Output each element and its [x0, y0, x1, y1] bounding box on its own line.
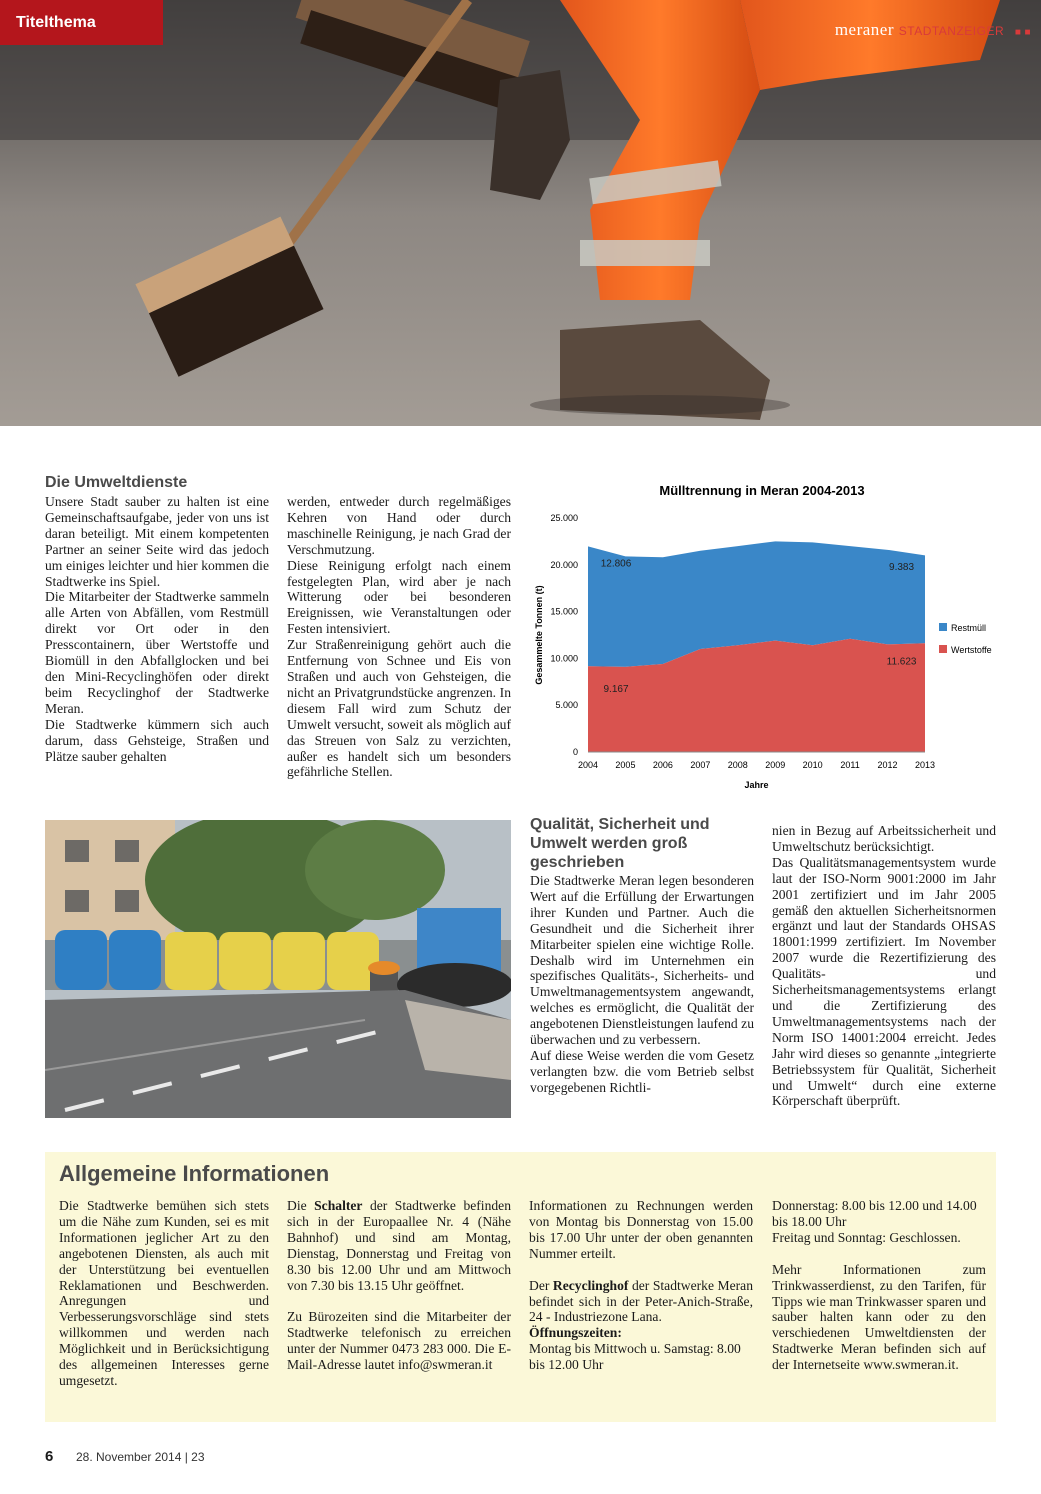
info-col2-p1: Die Schalter der Stadtwerke befinden sich in der Europaallee Nr. 4 (Nähe Bahnhof) und sind am Montag, Dienstag, Donnerstag und Freitag von 8.30 bis 12.00 Uhr und am Mittwoch von 7.30 bis 13.15 Uhr geöffnet.	[287, 1198, 511, 1293]
info-col3	[529, 1198, 753, 1373]
masthead	[835, 20, 1031, 40]
article1-col1-p1: Unsere Stadt sauber zu halten ist eine Gemeinschaftsaufgabe, jeder von uns ist daran beteiligt. Mit einem kompetenten Partner an seiner Seite wird das jedoch um einiges leichter und hier kommen die Stadtwerke ins Spiel.	[45, 494, 269, 589]
info-col3-p3	[529, 1325, 753, 1341]
waste-chart	[530, 470, 1012, 795]
info-recyclinghof-bold: Recyclinghof	[552, 1277, 629, 1293]
article1-col2-p3: Zur Straßenreinigung gehört auch die Entfernung von Schnee und Eis von Straßen und auch von Gehsteigen, die nicht an Privatgrundstücke angrenzen. In diesem Fall wird zum Schutz der Umwelt versucht, soweit als möglich auf das Streuen von Salz zu verzichten, außer es handelt sich um besonders gefährliche Stellen.	[287, 637, 511, 780]
x-tick-label: 2007	[690, 760, 711, 770]
legend-swatch	[939, 645, 947, 653]
chart-title: Mülltrennung in Meran 2004-2013	[659, 483, 865, 498]
info-col2	[287, 1198, 511, 1373]
info-col3-p4: Montag bis Mittwoch u. Samstag: 8.00 bis 12.00 Uhr	[529, 1341, 741, 1373]
x-tick-label: 2008	[727, 760, 748, 770]
hero-illustration	[0, 0, 1041, 426]
brand-sub: STADTANZEIGER	[898, 24, 1005, 38]
x-tick-label: 2010	[802, 760, 823, 770]
info-opening-hours-label: Öffnungszeiten:	[529, 1325, 622, 1341]
y-tick-label: 20.000	[550, 559, 578, 570]
info-col2-p2: Zu Bürozeiten sind die Mitarbeiter der Stadtwerke telefonisch zu erreichen unter der Nummer 0473 283 000. Die E-Mail-Adresse lautet info@swmeran.it	[287, 1309, 511, 1373]
article2-col2	[772, 823, 996, 1109]
article1-heading: Die Umweltdienste	[45, 474, 188, 491]
data-label: 9.383	[889, 561, 915, 573]
article2-col1-p2: Auf diese Weise werden die vom Gesetz verlangten bzw. die vom Betrieb selbst vorgegebenen Richtli-	[530, 1047, 754, 1095]
x-tick-label: 2009	[765, 760, 786, 770]
info-col3-p1: Informationen zu Rechnungen werden von Montag bis Donnerstag von 15.00 bis 17.00 Uhr unter der oben genannten Nummer erteilt.	[529, 1198, 753, 1261]
x-tick-label: 2006	[652, 760, 673, 770]
legend-label: Restmüll	[951, 623, 987, 633]
article1-col1-p3: Die Stadtwerke kümmern sich auch darum, dass Gehsteige, Straßen und Plätze sauber gehalten	[45, 716, 269, 764]
x-tick-label: 2004	[577, 760, 599, 770]
info-col4	[772, 1198, 986, 1373]
info-col3-p2: Der Recyclinghof der Stadtwerke Meran befindet sich in der Peter-Anich-Straße, 24 - Industriezone Lana.	[529, 1277, 753, 1325]
legend-label: Wertstoffe	[951, 645, 992, 655]
y-tick-label: 15.000	[550, 606, 578, 617]
section-tag: Titelthema	[0, 0, 163, 45]
article1-col2-p1: werden, entweder durch regelmäßiges Kehren von Hand oder durch maschinelle Reinigung, je nach Grad der Verschmutzung.	[287, 494, 511, 557]
data-label: 12.806	[600, 558, 632, 570]
issue-date: 28. November 2014 | 23	[76, 1450, 205, 1464]
article2-col2-p1: nien in Bezug auf Arbeitssicherheit und Umweltschutz berücksichtigt.	[772, 823, 996, 854]
info-col4-p1: Donnerstag: 8.00 bis 12.00 und 14.00 bis 18.00 Uhr	[772, 1198, 977, 1229]
article1-col2	[287, 494, 511, 780]
x-tick-label: 2013	[914, 760, 936, 770]
info-col1-text: Die Stadtwerke bemühen sich stets um die Nähe zum Kunden, sei es mit Informationen jeglicher Art zu den angebotenen Diensten, als auch mit der Unterstützung bei eventuellen Reklamationen und Beschwerden. Anregungen und Verbesserungsvorschläge sind stets willkommen und werden nach Möglichkeit und in Berücksichtigung des allgemeinen Interesses gerne umgesetzt.	[59, 1198, 269, 1388]
info-col4-p2: Freitag und Sonntag: Geschlossen.	[772, 1229, 961, 1245]
article1-col1-p2: Die Mitarbeiter der Stadtwerke sammeln alle Arten von Abfällen, vom Restmüll direkt vor Ort oder in den Presscontainern, über Wertstoffe und Biomüll in den Abfallglocken und bei den Mini-Recyclinghöfen oder direkt beim Recyclinghof der Stadtwerke Meran.	[45, 589, 269, 716]
y-axis-label: Gesammelte Tonnen (t)	[534, 585, 544, 685]
info-col1	[59, 1198, 269, 1389]
x-tick-label: 2012	[877, 760, 898, 770]
y-tick-label: 5.000	[555, 700, 578, 711]
article2-heading: Qualität, Sicherheit und Umwelt werden groß geschrieben	[530, 816, 710, 871]
x-tick-label: 2011	[840, 760, 860, 770]
article2-col2-p2: Das Qualitätsmanagementsystem wurde laut der ISO-Norm 9001:2000 im Jahr 2001 zertifiziert und im Jahr 2005 gemäß den aktuellen Sicherheitsnormen ergänzt und laut der Standards OHSAS 18001:1999 zertifiziert. Im November 2007 wurde die Rezertifizierung des Qualitäts- und Sicherheitsmanagementsystems erlangt und die Zertifizierung des Umweltmanagementsystems nach der Norm ISO 14001:2004 erreicht. Jedes Jahr wird dieses so genannte „integrierte Betriebssystem für Qualität, Sicherheit und Umwelt“ durch eine externe Körperschaft überprüft.	[772, 854, 996, 1109]
chart-svg	[530, 470, 1012, 795]
brand-main: meraner	[834, 20, 894, 39]
data-label: 11.623	[886, 656, 917, 668]
y-tick-label: 0	[572, 747, 578, 757]
x-tick-label: 2005	[615, 760, 636, 770]
data-label: 9.167	[603, 684, 629, 696]
x-axis-label: Jahre	[744, 780, 769, 790]
article2-col1	[530, 873, 754, 1096]
page-number: 6	[45, 1448, 54, 1465]
hero-photo-street-sweeper	[0, 0, 1041, 426]
article2-col1-p1: Die Stadtwerke Meran legen besonderen Wert auf die Erfüllung der Erwartungen ihrer Kunden und Partner. Auch die Gesundheit und die Sicherheit ihrer Mitarbeiter spielen eine wichtige Rolle. Deshalb wird im Unternehmen ein spezifisches Qualitäts-, Sicherheits- und Umweltmanagementsystem angewandt, welches es ermöglicht, die Qualität der angebotenen Dienstleistungen laufend zu überwachen und zu verbessern.	[530, 873, 754, 1048]
recycling-photo-illustration	[45, 820, 511, 1118]
y-tick-label: 25.000	[550, 513, 578, 523]
info-col4-p3: Mehr Informationen zum Trinkwasserdienst, zu den Tarifen, für Tipps wie man Trinkwasser sparen und sauber halten kann oder zu den verschiedenen Umweltdiensten der Stadtwerke Meran befinden sich auf der Internetseite www.swmeran.it.	[772, 1261, 986, 1373]
y-tick-label: 10.000	[550, 653, 578, 664]
info-title: Allgemeine Informationen	[59, 1161, 330, 1186]
article1-col1	[45, 494, 269, 764]
brand-dots-icon: ■ ■	[1014, 27, 1031, 38]
article1-col2-p2: Diese Reinigung erfolgt nach einem festgelegten Plan, wird aber je nach Witterung oder bei besonderen Ereignissen, wie Veranstaltungen oder Festen intensiviert.	[287, 557, 511, 637]
recycling-containers-photo	[45, 820, 511, 1118]
legend-swatch	[939, 623, 947, 631]
info-box	[45, 1152, 996, 1422]
info-schalter-bold: Schalter	[314, 1198, 363, 1213]
